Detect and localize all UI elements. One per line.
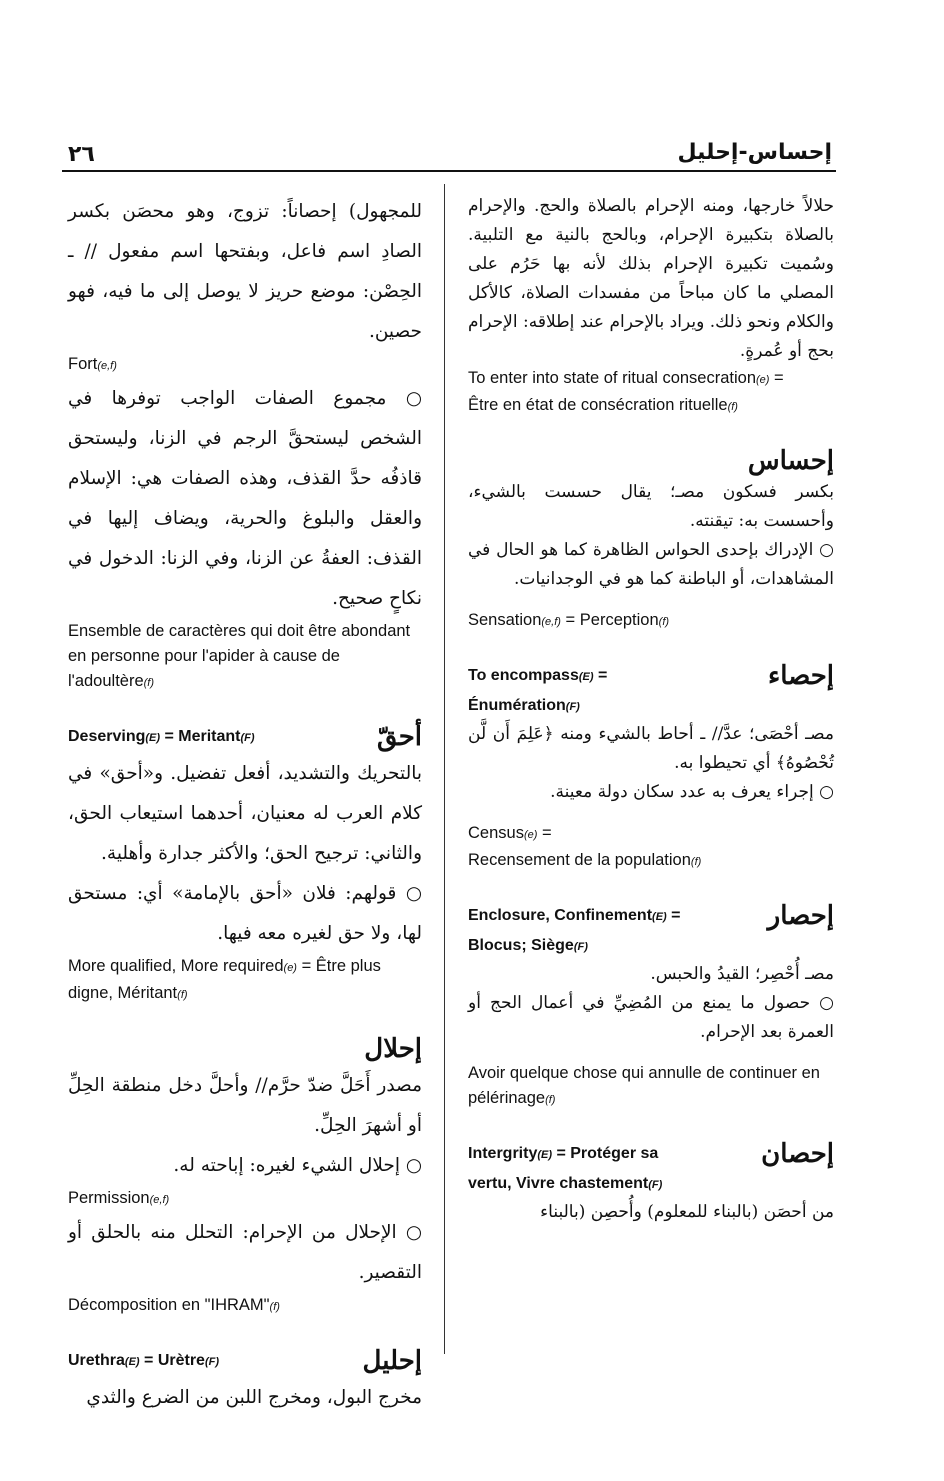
lang-tag: (e,f)	[97, 360, 117, 372]
lang-tag: (F)	[565, 701, 580, 713]
right-column	[468, 192, 834, 1227]
header-rule	[62, 170, 836, 172]
term-text: Perception	[579, 611, 659, 629]
entry-translation	[468, 1061, 834, 1113]
page-header	[62, 140, 836, 174]
lang-tag: (f)	[269, 1301, 280, 1313]
page-number: ٢٦	[68, 142, 95, 167]
entry-definition: ○ قولهم: فلان «أحق بالإمامة» أي: مستحق لها، ولا حق لغيره معه فيها.	[68, 883, 422, 944]
continued-definition-ar: ○ مجموع الصفات الواجب توفرها في الشخص ليستحقَّ الرجم في الزنا، وليستحق قاذفُه حدَّ القذف، وهذه الصفات هي: الإسلام والعقل والبلوغ والحرية، ويضاف إليها في القذف: العفةُ عن الزنا، وفي الزنا: الدخول في نكاحٍ صحيح.	[68, 388, 422, 609]
term-text: Urethra	[68, 1351, 125, 1369]
lang-tag: (f)	[177, 989, 188, 1001]
entry-english-term	[468, 903, 681, 930]
term-text: = Être plus digne, Méritant	[68, 957, 381, 1002]
entry-french-term	[468, 1171, 834, 1198]
entry-ahaqq	[68, 720, 422, 1008]
entry-french-term	[468, 933, 834, 960]
term-text: Sensation	[468, 611, 542, 629]
lang-tag: (e,f)	[149, 1194, 170, 1206]
continued-translation	[68, 352, 422, 379]
lang-tag: (f)	[727, 401, 738, 413]
equals-sign: =	[139, 1351, 158, 1369]
lang-tag: (e)	[523, 829, 538, 841]
lang-tag: (F)	[240, 731, 255, 744]
lang-tag: (e)	[283, 962, 297, 974]
entry-headword: إحلال	[364, 1034, 422, 1064]
entry-translation	[468, 608, 834, 635]
lang-tag: (F)	[204, 1355, 219, 1368]
lang-tag: (E)	[145, 731, 161, 744]
entry-headword: إحصان	[761, 1139, 834, 1169]
term-text: Énumération	[468, 697, 566, 714]
entry-definition: بكسر فسكون مصـ؛ يقال حسست بالشيء، وأحسست به: تيقنته.	[468, 482, 834, 531]
term-text: Intergrity	[468, 1144, 538, 1162]
term-text: Meritant	[178, 727, 241, 745]
lang-tag: (f)	[658, 616, 670, 628]
entry-english-term	[468, 1141, 658, 1168]
left-column	[68, 192, 422, 1418]
continued-definition-ar: حلالاً خارجها، ومنه الإحرام بالصلاة والحج. والإحرام بالصلاة بتكبيرة الإحرام، وبالحج بالنية مع التلبية. وسُميت تكبيرة الإحرام بذلك لأنه بها حَرُم على المصلي ما كان مباحاً من مفسدات الصلاة، كالأكل والكلام ونحو ذلك. ويراد بالإحرام عند إطلاقه: الإحرام بحج أو عُمرةٍ.	[468, 196, 834, 361]
term-text: vertu, Vivre chastement	[468, 1175, 649, 1192]
term-text: Ensemble de caractères qui doit être abondant en personne pour l'apider à cause de l'adoultère	[68, 622, 411, 690]
equals-sign: =	[560, 611, 580, 629]
lang-tag: (e)	[756, 374, 770, 386]
lang-tag: (e,f)	[541, 616, 561, 628]
term-text: Être en état de consécration rituelle	[468, 396, 728, 414]
lang-tag: (E)	[652, 910, 667, 923]
entry-definition: ○ الإدراك بإحدى الحواس الظاهرة كما هو الحال في المشاهدات، أو الباطنة كما هو في الوجدانيات.	[468, 540, 834, 589]
continued-definition-ar: للمجهول) إحصاناً: تزوج، وهو محصَن بكسر الصادِ اسم فاعل، وبفتحها اسم مفعول // ـ الحِصْن: موضع حريز لا يوصل إلى ما فيه، فهو حصين.	[68, 201, 422, 342]
entry-translation	[68, 1186, 422, 1213]
lang-tag: (E)	[537, 1148, 553, 1161]
entry-ihsas	[468, 444, 834, 635]
entry-english-term	[68, 724, 255, 751]
entry-headword: إحصار	[767, 901, 834, 931]
equals-sign: =	[160, 727, 179, 745]
lang-tag: (F)	[648, 1179, 663, 1191]
entry-translation	[68, 1293, 422, 1320]
entry-headword: إحصاء	[768, 661, 834, 691]
entry-definition: ○ إحلال الشيء لغيره: إباحته له.	[173, 1155, 422, 1176]
term-text: Décomposition en "IHRAM"	[68, 1296, 270, 1314]
entry-definition: ○ حصول ما يمنع من المُضِيِّ في أعمال الحج أو العمرة بعد الإحرام.	[468, 993, 834, 1042]
entry-definition: ○ الإحلال من الإحرام: التحلل منه بالحلق أو التقصير.	[68, 1222, 422, 1283]
entry-head-row	[468, 899, 834, 933]
term-text: Deserving	[68, 727, 146, 745]
entry-headword: إحليل	[362, 1346, 422, 1376]
entry-ihsar	[468, 899, 834, 1113]
entry-ihlal	[68, 1032, 422, 1320]
term-text: To enter into state of ritual consecration	[468, 369, 756, 387]
entry-definition: مصدر أَحَلَّ ضدّ حرَّم// وأحلَّ دخل منطقة الحِلِّ أو أشهرَ الحِلِّ.	[68, 1075, 422, 1136]
entry-english-term	[68, 1348, 219, 1375]
term-text: Enclosure, Confinement	[468, 906, 653, 924]
entry-definition: من أحصَن (بالبناء للمعلوم) وأُحصِن (بالبناء	[540, 1202, 834, 1222]
entry-ihsan	[468, 1137, 834, 1227]
entry-definition: مخرج البول، ومخرج اللبن من الضرع والثدي	[86, 1387, 422, 1408]
entry-definition: مصـ أحْصَى؛ عدَّ// ـ أحاط بالشيء ومنه ﴿عَلِمَ أَن لَّن تُحْصُوهُ﴾ أي تحيطوا به.	[468, 724, 834, 773]
continued-translation	[68, 619, 422, 696]
term-text: Permission	[68, 1189, 150, 1207]
lang-tag: (f)	[690, 856, 702, 868]
term-text: Urètre	[157, 1351, 205, 1369]
entry-headword: أحقّ	[377, 722, 422, 752]
lang-tag: (E)	[578, 670, 594, 683]
entry-ihsaa	[468, 659, 834, 875]
entry-translation	[468, 821, 834, 875]
term-text: Blocus; Siège	[468, 937, 574, 954]
entry-head-row	[468, 1137, 834, 1171]
entry-definition: مصـ أُحْصِر؛ القيدُ والحبس.	[650, 964, 834, 984]
entry-translation	[68, 954, 422, 1008]
lang-tag: (F)	[573, 941, 588, 953]
term-text: To encompass	[468, 666, 579, 684]
entry-headword: إحساس	[747, 446, 834, 476]
equals-sign: =	[666, 906, 681, 924]
entry-head-row	[68, 1344, 422, 1378]
equals-sign: = Protéger sa	[552, 1144, 659, 1162]
lang-tag: (f)	[545, 1094, 556, 1106]
entry-head-row	[68, 720, 422, 754]
entry-french-term	[468, 693, 834, 720]
column-divider	[444, 184, 445, 1354]
entry-ihlil	[68, 1344, 422, 1418]
entry-definition: ○ إجراء يعرف به عدد سكان دولة معينة.	[550, 782, 834, 802]
entry-head-row	[468, 659, 834, 693]
lang-tag: (E)	[124, 1355, 140, 1368]
equals-sign: =	[537, 824, 552, 842]
term-text: More qualified, More required	[68, 957, 284, 975]
term-text: Avoir quelque chose qui annulle de continuer en pélérinage	[468, 1064, 820, 1107]
term-text: Recensement de la population	[468, 851, 691, 869]
term-text: Fort	[68, 355, 98, 373]
entry-english-term	[468, 663, 607, 690]
running-head: إحساس-إحليل	[677, 140, 832, 165]
entry-definition: بالتحريك والتشديد، أفعل تفضيل. و«أحق» في كلام العرب له معنيان، أحدهما استيعاب الحق، والثاني: ترجيح الحق؛ والأكثر جدارة وأهلية.	[68, 763, 422, 864]
equals-sign: =	[769, 369, 784, 387]
equals-sign: =	[593, 666, 608, 684]
term-text: Census	[468, 824, 524, 842]
continued-definition-fr	[468, 366, 834, 420]
lang-tag: (f)	[143, 677, 155, 689]
